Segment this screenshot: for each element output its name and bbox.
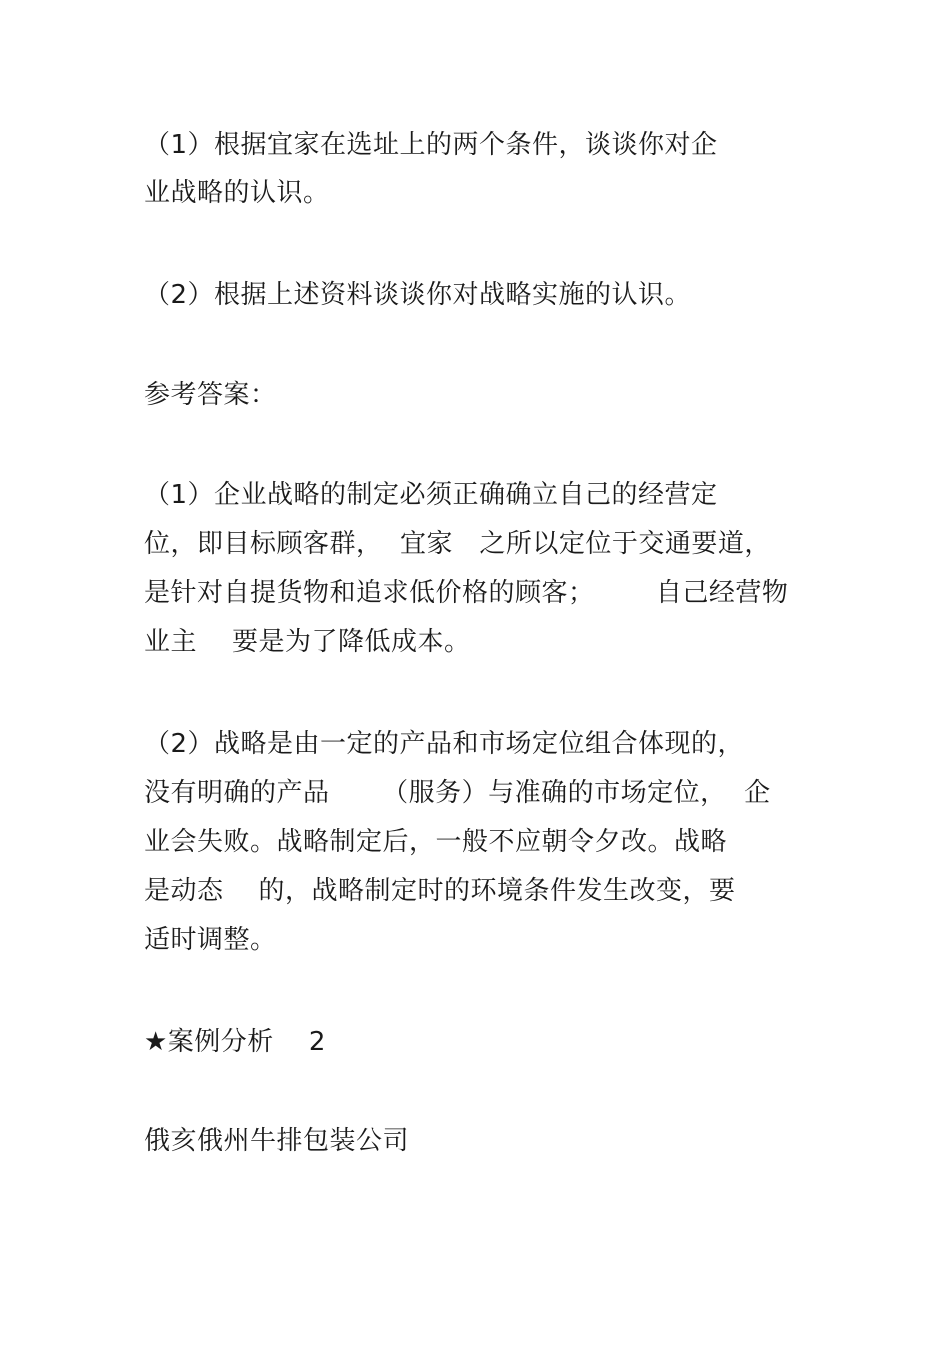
question-1-line-1: （1）根据宜家在选址上的两个条件，谈谈你对企 [144,130,718,160]
answer-1-line-1: （1）企业战略的制定必须正确确立自己的经营定 [144,480,718,510]
answer-1-line-2: 位，即目标顾客群， 宜家 之所以定位于交通要道， [144,529,771,559]
answer-1-line-4: 业主 要是为了降低成本。 [144,627,471,657]
question-2-line-1: （2）根据上述资料谈谈你对战略实施的认识。 [144,280,692,310]
answer-2-line-4: 是动态 的，战略制定时的环境条件发生改变，要 [144,876,736,906]
answer-heading: 参考答案： [144,380,277,410]
answer-2-line-2: 没有明确的产品 （服务）与准确的市场定位， 企 [144,778,771,808]
answer-2-line-1: （2）战略是由一定的产品和市场定位组合体现的， [144,729,745,759]
case-heading: ★案例分析 2 [144,1027,326,1057]
answer-1-line-3: 是针对自提货物和追求低价格的顾客； 自己经营物 [144,578,789,608]
case-title: 俄亥俄州牛排包装公司 [144,1126,410,1156]
answer-2-line-3: 业会失败。战略制定后，一般不应朝令夕改。战略 [144,827,728,857]
question-1-line-2: 业战略的认识。 [144,178,330,208]
answer-2-line-5: 适时调整。 [144,925,277,955]
